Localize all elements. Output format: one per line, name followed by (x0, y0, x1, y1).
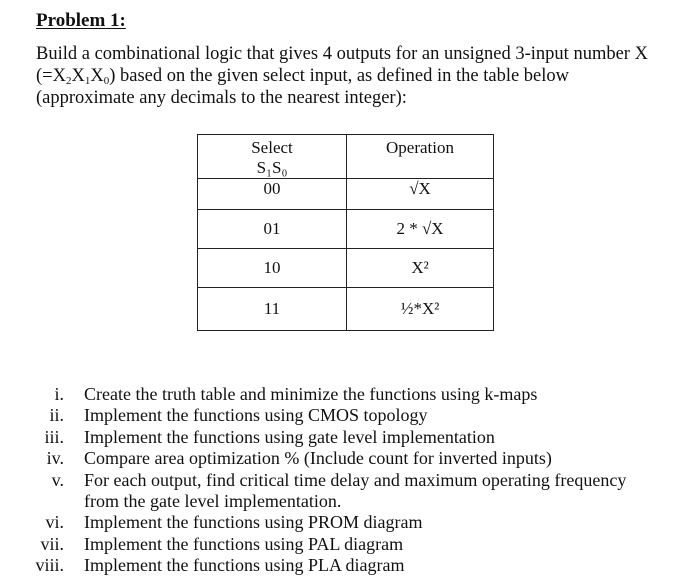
list-item (0, 555, 654, 576)
operation-table (197, 134, 494, 331)
table-row (198, 179, 494, 210)
table-row (198, 288, 494, 331)
task-number: v. (51, 469, 64, 490)
task-number: iii. (44, 426, 64, 447)
task-text: For each output, find critical time delay and maximum operating frequency from the gate level implementation. (84, 469, 627, 512)
task-text: Implement the functions using PAL diagram (84, 533, 404, 554)
description-line-1: Build a combinational logic that gives 4 outputs for an unsigned 3-input number X (36, 44, 648, 64)
header-select-cell (198, 135, 347, 179)
header-select-label: Select (251, 138, 293, 157)
description-line-2: $(=X_2X_1X_0)$ based on the given select input, as defined in the table below (36, 66, 570, 87)
task-number: iv. (46, 448, 64, 469)
header-operation-cell (347, 135, 494, 179)
select-cell: 10 (198, 249, 347, 288)
list-item (0, 470, 654, 513)
task-text: Implement the functions using PLA diagram (84, 555, 405, 576)
list-item (0, 448, 654, 469)
select-cell: 01 (198, 210, 347, 249)
header-operation-label: Operation (386, 138, 454, 157)
operation-cell: X² (347, 249, 494, 288)
task-text: Compare area optimization % (Include count for inverted inputs) (84, 448, 552, 469)
list-item (0, 405, 654, 426)
problem-title: Problem 1: (36, 10, 126, 31)
task-text: Implement the functions using gate level implementation (84, 426, 495, 447)
task-number: ii. (49, 405, 64, 426)
task-number: vii. (40, 533, 64, 554)
select-cell: 11 (198, 288, 347, 331)
list-item (0, 384, 654, 405)
table-header-row (198, 135, 494, 179)
task-text: Implement the functions using PROM diagram (84, 512, 423, 533)
task-number: viii. (35, 555, 64, 576)
task-number: vi. (45, 512, 64, 533)
task-list (0, 384, 654, 577)
header-select-sub-label: S₁S₀ (256, 158, 288, 177)
table-row (198, 249, 494, 288)
list-item (0, 427, 654, 448)
operation-cell: ½*X² (347, 288, 494, 331)
task-number: i. (54, 384, 64, 404)
operation-cell: 2 * √X (347, 210, 494, 249)
list-item (0, 534, 654, 555)
description-line-3: (approximate any decimals to the nearest integer): (36, 88, 407, 108)
task-text: Implement the functions using CMOS topology (84, 405, 428, 426)
table-row (198, 210, 494, 249)
problem-description (36, 43, 676, 109)
select-cell: 00 (198, 179, 347, 210)
operation-cell: √X (347, 179, 494, 210)
task-text: Create the truth table and minimize the functions using k-maps (84, 384, 538, 404)
list-item (0, 512, 654, 533)
